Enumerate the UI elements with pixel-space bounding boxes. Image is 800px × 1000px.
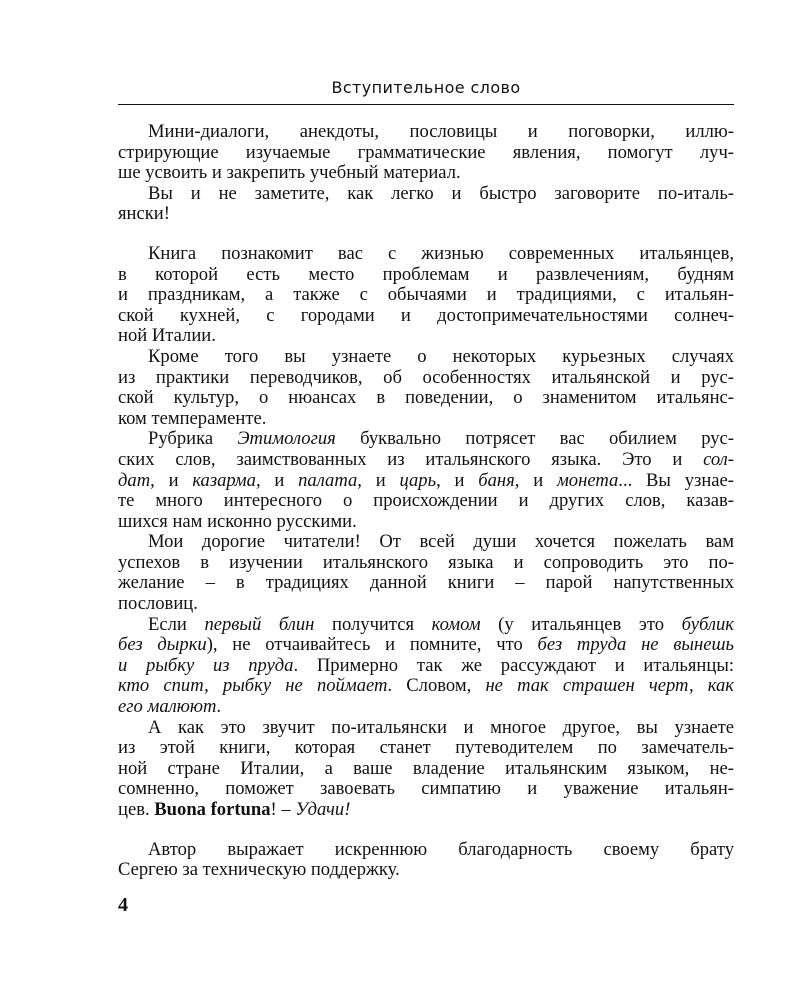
text-run: Сергею за техническую поддержку. (118, 859, 400, 881)
body-text (118, 122, 734, 881)
text-run: те много интересного о происхождении и других слов, казав- (118, 490, 734, 512)
text-line (118, 512, 734, 533)
text-line (118, 615, 734, 636)
text-line (118, 491, 734, 512)
text-run: , и (514, 469, 557, 491)
italic-text: царь (399, 469, 437, 491)
text-run: Рубрика (148, 428, 238, 450)
text-line (118, 326, 734, 347)
text-run: . Примерно так же рассуждают и итальянцы: (293, 654, 734, 676)
text-line (118, 347, 734, 368)
text-line (118, 573, 734, 594)
text-run: . Словом, (387, 675, 486, 697)
paragraph-gap (118, 821, 734, 840)
text-run: ком темпераменте. (118, 407, 267, 429)
text-run: в которой есть место проблемам и развлечениям, будням (118, 263, 734, 285)
bold-text: Buona fortuna (154, 799, 271, 820)
paragraph-gap (118, 225, 734, 244)
text-run: ской культур, о нюансах в поведении, о знаменитом итальянс- (118, 387, 734, 409)
text-run: из этой книги, которая станет путеводителем по замечатель- (118, 737, 734, 759)
text-run: , и (357, 469, 400, 491)
text-line (118, 388, 734, 409)
text-line (118, 779, 734, 800)
text-line (118, 676, 734, 697)
text-run: получится (314, 613, 432, 635)
italic-text: без труда не вынешь (537, 634, 734, 656)
text-line (118, 204, 734, 225)
text-run: . (216, 696, 222, 718)
text-run: (у итальянцев это (480, 613, 682, 635)
text-run: янски! (118, 203, 170, 225)
paragraph (118, 429, 734, 532)
text-run: Автор выражает искреннюю благодарность своему брату (148, 838, 734, 860)
text-line (118, 368, 734, 389)
text-run: Вы и не заметите, как легко и быстро заговорите по-италь- (148, 182, 734, 204)
italic-text: палата (298, 469, 358, 491)
italic-text: монета (556, 469, 619, 491)
text-run: , и (150, 469, 193, 491)
text-run: ! – (270, 799, 296, 820)
text-line (118, 471, 734, 492)
text-run: ... Вы узнае- (618, 469, 734, 491)
text-run: А как это звучит по-итальянски и многое другое, вы узнаете (148, 716, 734, 738)
paragraph (118, 122, 734, 184)
text-line (118, 840, 734, 861)
text-line (118, 306, 734, 327)
italic-text: казарма (192, 469, 256, 491)
text-line (118, 759, 734, 780)
italic-text: не так страшен черт, как (485, 675, 735, 697)
text-line (118, 143, 734, 164)
text-run: стрирующие изучаемые грамматические явления, помогут луч- (118, 141, 734, 163)
text-line (118, 697, 734, 718)
text-line (118, 429, 734, 450)
text-run: успехов в изучении итальянского языка и сопроводить это по- (118, 551, 734, 573)
text-line (118, 163, 734, 184)
text-run: и праздникам, а также с обычаями и традициями, с итальян- (118, 284, 734, 306)
text-line (118, 656, 734, 677)
text-line (118, 265, 734, 286)
paragraph (118, 615, 734, 718)
italic-text: первый блин (204, 613, 315, 635)
text-run: , и (436, 469, 479, 491)
text-run: ), не отчаивайтесь и помните, что (206, 634, 538, 656)
text-line (118, 738, 734, 759)
italic-text: баня (478, 469, 515, 491)
italic-text: его малюют (118, 696, 217, 718)
text-line (118, 635, 734, 656)
text-run: Мини-диалоги, анекдоты, пословицы и поговорки, иллю- (148, 121, 734, 142)
text-run: сомненно, поможет завоевать симпатию и уважение итальян- (118, 778, 734, 800)
text-line (118, 594, 734, 615)
italic-text: дат (118, 469, 151, 491)
italic-text: Удачи! (295, 799, 351, 820)
text-run: ной стране Италии, а ваше владение итальянским языком, не- (118, 757, 734, 779)
italic-text: без дырки (118, 634, 207, 656)
text-run: , и (255, 469, 299, 491)
italic-text: сол- (703, 448, 734, 470)
paragraph (118, 347, 734, 429)
text-line (118, 718, 734, 739)
italic-text: и рыбку из пруда (118, 654, 294, 676)
text-run: буквально потрясет вас обилием рус- (335, 428, 734, 450)
text-run: ной Италии. (118, 325, 216, 347)
paragraph (118, 184, 734, 225)
text-line (118, 409, 734, 430)
italic-text: Этимология (237, 428, 336, 450)
text-run: пословиц. (118, 593, 198, 615)
text-line (118, 532, 734, 553)
text-line (118, 122, 734, 143)
text-run: Если (148, 613, 205, 635)
text-run: шихся нам исконно русскими. (118, 510, 357, 532)
paragraph (118, 840, 734, 881)
text-line (118, 800, 734, 821)
text-line (118, 244, 734, 265)
text-run: Мои дорогие читатели! От всей души хочется пожелать вам (148, 531, 734, 553)
text-run: из практики переводчиков, об особенностях итальянской и рус- (118, 366, 734, 388)
paragraph (118, 244, 734, 347)
page-title: Вступительное слово (331, 78, 521, 97)
running-header (118, 78, 734, 105)
page-number: 4 (118, 894, 128, 916)
paragraph (118, 532, 734, 614)
text-line (118, 184, 734, 205)
text-line (118, 553, 734, 574)
italic-text: кто спит, рыбку не поймает (118, 675, 388, 697)
text-run: Кроме того вы узнаете о некоторых курьезных случаях (148, 345, 734, 367)
text-run: ше усвоить и закрепить учебный материал. (118, 162, 461, 184)
text-run: Книга познакомит вас с жизнью современных итальянцев, (148, 242, 734, 264)
italic-text: бублик (681, 613, 734, 635)
text-run: ской кухней, с городами и достопримечательностями солнеч- (118, 304, 734, 326)
italic-text: комом (431, 613, 481, 635)
text-run: ских слов, заимствованных из итальянского языка. Это и (118, 448, 704, 470)
paragraph (118, 718, 734, 821)
text-run: желание – в традициях данной книги – парой напутственных (118, 572, 734, 594)
text-line (118, 450, 734, 471)
text-line (118, 285, 734, 306)
text-run: цев. (118, 799, 155, 820)
text-line (118, 860, 734, 881)
